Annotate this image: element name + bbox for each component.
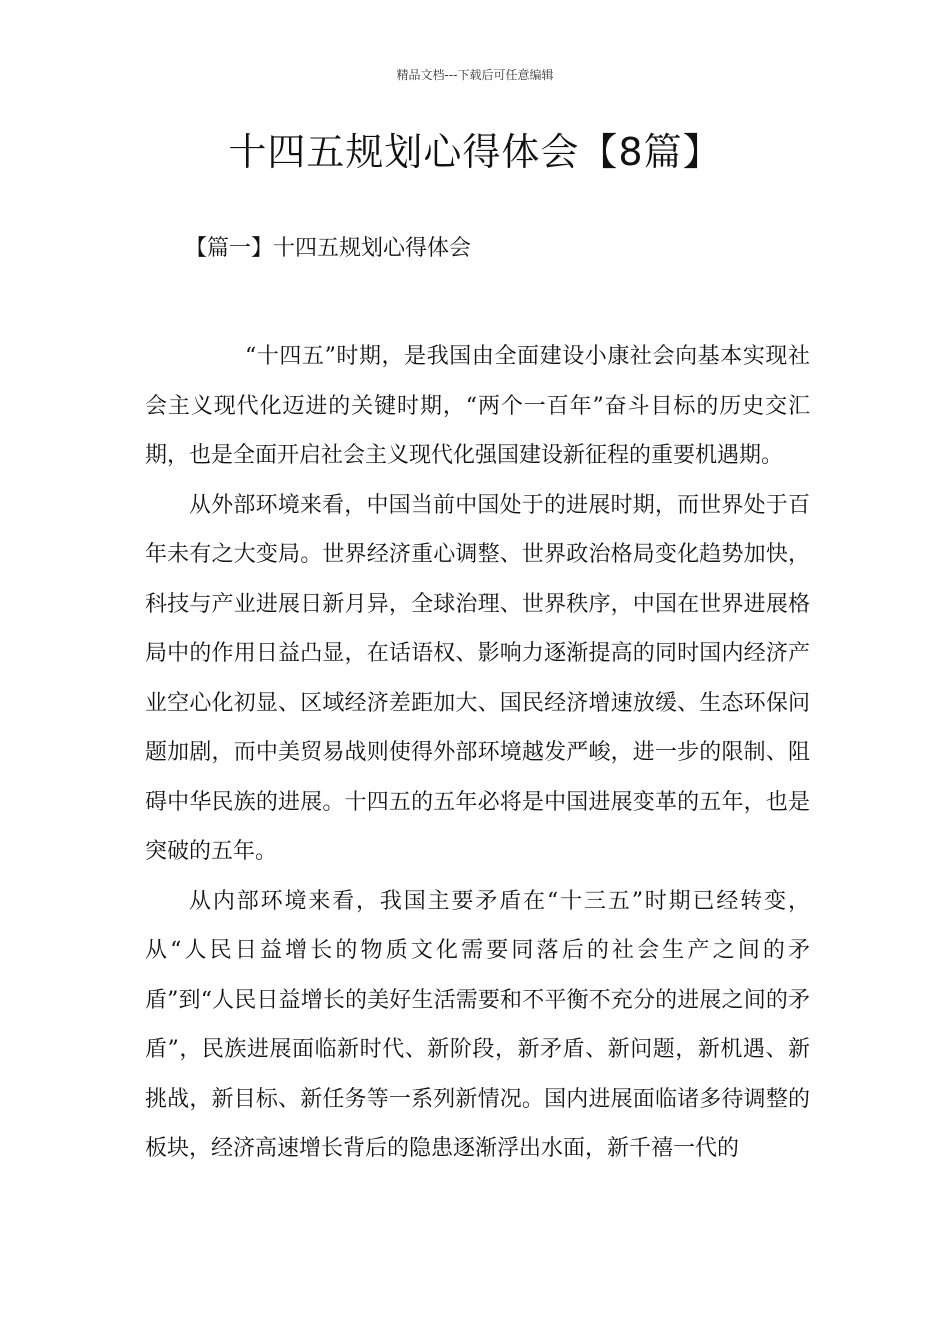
document-title: 十四五规划心得体会【8篇】 <box>228 130 722 174</box>
paragraph-internal-environment: 从内部环境来看，我国主要矛盾在“十三五”时期已经转变，从“人民日益增长的物质文化需要同落后的社会生产之间的矛盾”到“人民日益增长的美好生活需要和不平衡不充分的进展之间的矛盾”，民族进展面临新时代、新阶段，新矛盾、新问题，新机遇、新挑战，新目标、新任务等一系列新情况。国内进展面临诸多待调整的板块，经济高速增长背后的隐患逐渐浮出水面，新千禧一代的 <box>145 888 810 1161</box>
section-heading: 【篇一】十四五规划心得体会 <box>185 236 472 261</box>
page-header-note: 精品文档---下载后可任意编辑 <box>396 68 554 82</box>
paragraph-intro: “十四五”时期，是我国由全面建设小康社会向基本实现社会主义现代化迈进的关键时期，“两个一百年”奋斗目标的历史交汇期，也是全面开启社会主义现代化强国建设新征程的重要机遇期。 <box>145 344 810 468</box>
document-body <box>145 332 810 1174</box>
paragraph-external-environment: 从外部环境来看，中国当前中国处于的进展时期，而世界处于百年未有之大变局。世界经济重心调整、世界政治格局变化趋势加快，科技与产业进展日新月异，全球治理、世界秩序，中国在世界进展格局中的作用日益凸显，在话语权、影响力逐渐提高的同时国内经济产业空心化初显、区域经济差距加大、国民经济增速放缓、生态环保问题加剧，而中美贸易战则使得外部环境越发严峻，进一步的限制、阻碍中华民族的进展。十四五的五年必将是中国进展变革的五年，也是突破的五年。 <box>145 492 810 864</box>
